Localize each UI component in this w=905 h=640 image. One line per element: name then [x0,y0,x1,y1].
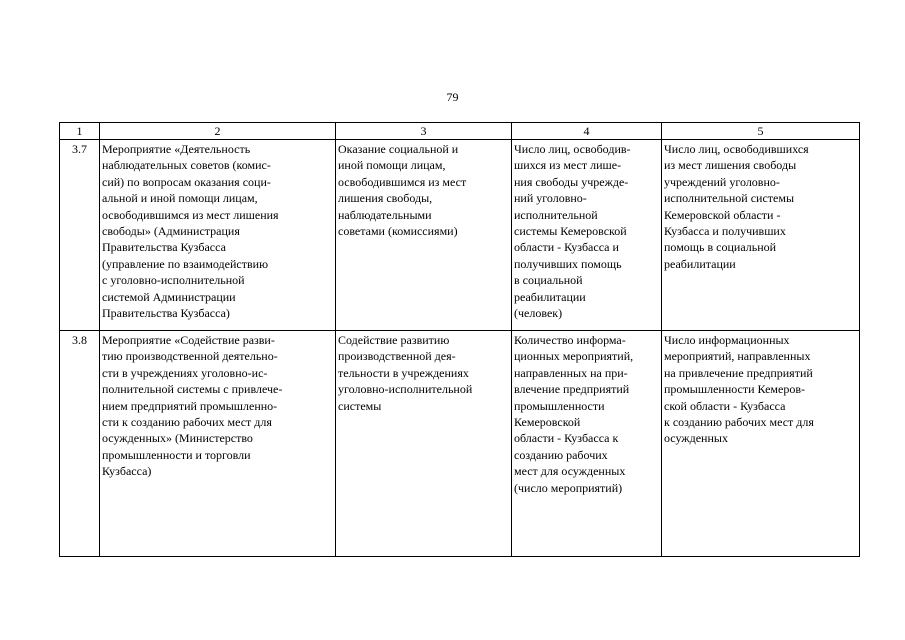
goal-cell: Содействие развитию производственной дея- тельности в учреждениях уголовно-исполнительной системы [336,331,512,557]
result-cell: Число лиц, освободившихся из мест лишения свободы учреждений уголовно- исполнительной системы Кемеровской области - Кузбасса и получивших помощь в социальной реабилитации [662,140,860,331]
column-header: 2 [100,123,336,140]
table-row [60,331,860,557]
goal-cell: Оказание социальной и иной помощи лицам, освободившимся из мест лишения свободы, наблюдательными советами (комиссиями) [336,140,512,331]
row-number: 3.8 [60,331,100,557]
table-row [60,140,860,331]
page-number: 79 [446,90,459,104]
result-cell: Число информационных мероприятий, направленных на привлечение предприятий промышленности Кемеров- ской области - Кузбасса к созданию рабочих мест для осужденных [662,331,860,557]
column-header: 3 [336,123,512,140]
indicator-cell: Количество информа- ционных мероприятий, направленных на при- влечение предприятий промышленности Кемеровской области - Кузбасса к созданию рабочих мест для осужденных (число мероприятий) [512,331,662,557]
measures-table [59,122,860,557]
column-header: 4 [512,123,662,140]
indicator-cell: Число лиц, освободив- шихся из мест лише- ния свободы учрежде- ний уголовно- исполнительной системы Кемеровской области - Кузбасса и получивших помощь в социальной реабилитации (человек) [512,140,662,331]
row-number: 3.7 [60,140,100,331]
column-header: 5 [662,123,860,140]
header-row [60,123,860,140]
column-header: 1 [60,123,100,140]
measure-cell: Мероприятие «Деятельность наблюдательных советов (комис- сий) по вопросам оказания соци- альной и иной помощи лицам, освободившимся из мест лишения свободы» (Администрация Правительства Кузбасса (управление по взаимодействию с уголовно-исполнительной системой Администрации Правительства Кузбасса) [100,140,336,331]
measure-cell: Мероприятие «Содействие разви- тию производственной деятельно- сти в учреждениях уголовно-ис- полнительной системы с привлече- нием предприятий промышленно- сти к созданию рабочих мест для осужденных» (Министерство промышленности и торговли Кузбасса) [100,331,336,557]
